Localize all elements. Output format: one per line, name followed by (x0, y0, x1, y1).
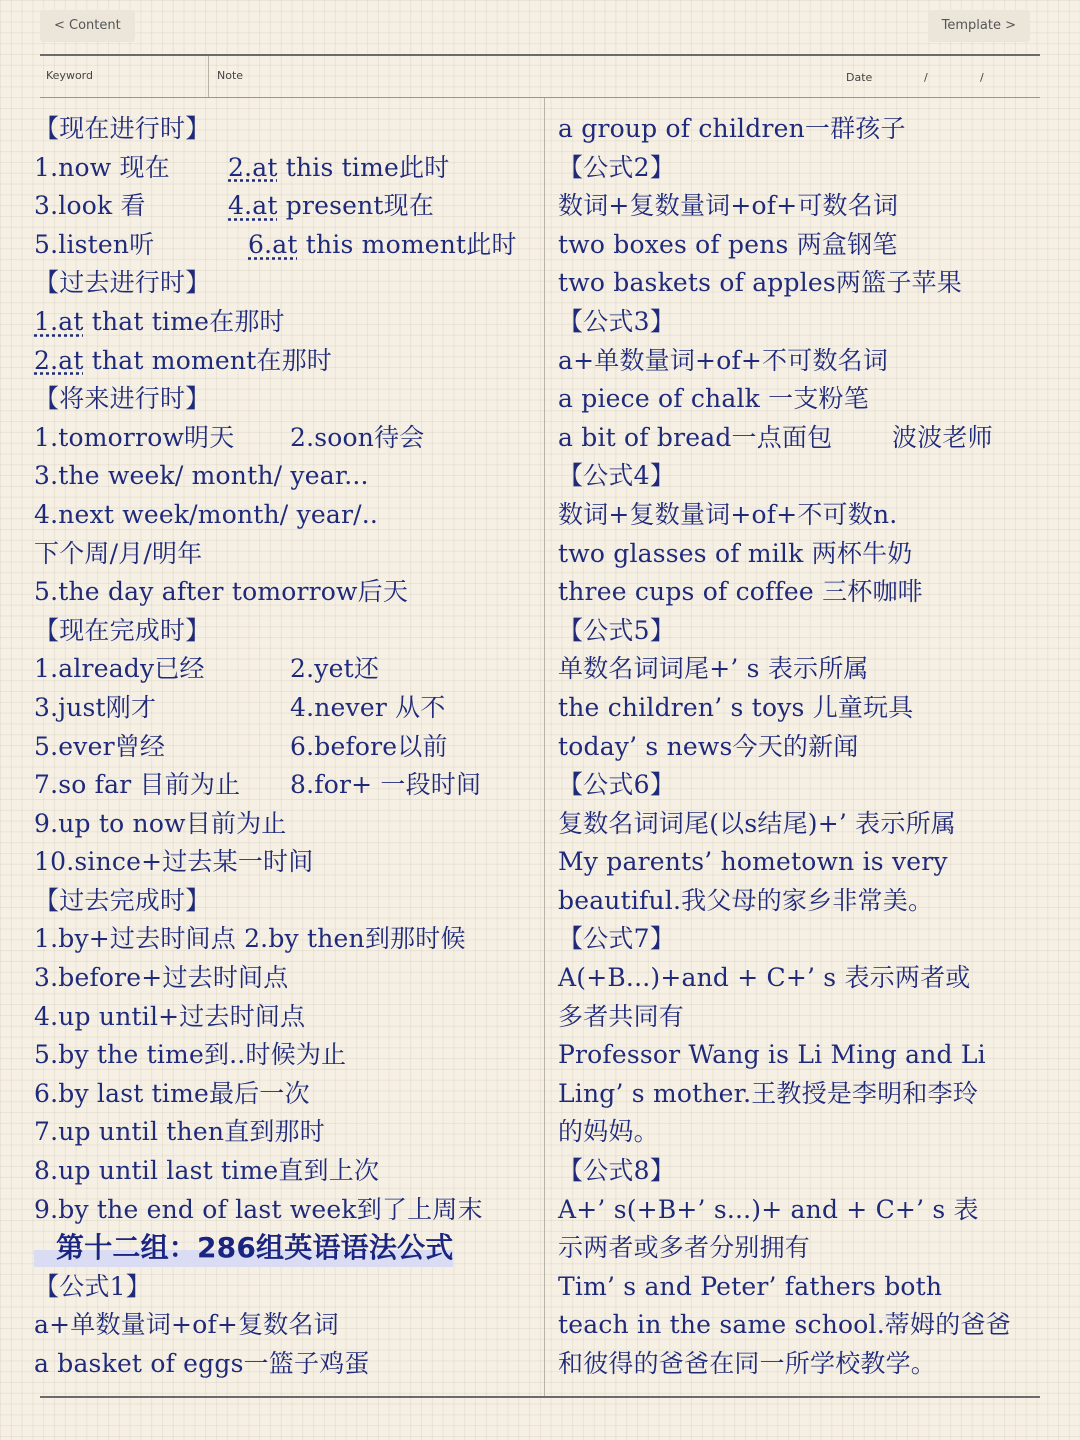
template-button[interactable]: Template > (928, 10, 1030, 42)
note-line: 单数名词词尾+’ s 表示所属 (558, 654, 869, 684)
note-line: 3.just刚才 4.never 从不 (34, 692, 446, 722)
section-heading: 【公式5】 (558, 615, 675, 645)
keyword-column-divider (208, 56, 209, 98)
note-line: two boxes of pens 两盒钢笔 (558, 229, 898, 259)
section-heading: 【公式2】 (558, 152, 675, 182)
date-label: Date (846, 71, 873, 84)
note-line: teach in the same school.蒂姆的爸爸 (558, 1310, 1011, 1340)
note-line: 数词+复数量词+of+不可数n. (558, 499, 898, 529)
note-line: two baskets of apples两篮子苹果 (558, 268, 962, 298)
note-line: 8.up until last time直到上次 (34, 1156, 380, 1186)
section-heading: 【公式8】 (558, 1156, 675, 1186)
note-line: a basket of eggs一篮子鸡蛋 (34, 1349, 370, 1378)
back-to-content-button[interactable]: < Content (40, 10, 135, 42)
section-heading: 【现在进行时】 (34, 114, 211, 143)
note-line: 1.at that time在那时 (34, 306, 285, 336)
section-heading: 【过去进行时】 (34, 268, 211, 298)
section-heading: 【公式3】 (558, 306, 675, 336)
note-line: today’ s news今天的新闻 (558, 731, 859, 761)
note-line: 5.ever曾经 6.before以前 (34, 731, 448, 761)
note-line: 数词+复数量词+of+可数名词 (558, 191, 899, 221)
note-line: Ling’ s mother.王教授是李明和李玲 (558, 1078, 979, 1108)
note-line: 7.up until then直到那时 (34, 1117, 325, 1147)
note-line: 1.now 现在 2.at this time此时 (34, 152, 450, 182)
note-line: 的妈妈。 (558, 1117, 659, 1147)
note-line: 4.next week/month/ year/.. (34, 499, 379, 529)
note-line: 和彼得的爸爸在同一所学校教学。 (558, 1349, 937, 1378)
note-line: beautiful.我父母的家乡非常美。 (558, 885, 934, 915)
note-line: 4.up until+过去时间点 (34, 1001, 306, 1031)
left-notes-column (34, 110, 539, 1384)
header-top-rule (40, 54, 1040, 56)
note-line: 下个周/月/明年 (34, 538, 203, 568)
section-heading: 【公式1】 (34, 1271, 151, 1301)
note-line: 5.listen听 6.at this moment此时 (34, 229, 517, 259)
note-line: 5.the day after tomorrow后天 (34, 577, 409, 607)
note-line: 示两者或多者分别拥有 (558, 1233, 811, 1263)
note-line: My parents’ hometown is very (558, 847, 948, 877)
note-line: 1.tomorrow明天 2.soon待会 (34, 422, 425, 452)
note-line: A(+B...)+and + C+’ s 表示两者或 (558, 963, 971, 993)
section-heading: 【公式7】 (558, 924, 675, 954)
note-line: 5.by the time到..时候为止 (34, 1040, 347, 1070)
section-heading: 【公式4】 (558, 461, 675, 491)
section-heading: 【过去完成时】 (34, 885, 211, 915)
group-title: 第十二组：286组英语语法公式 (34, 1229, 453, 1267)
note-line: 2.at that moment在那时 (34, 345, 333, 375)
note-line: a+单数量词+of+复数名词 (34, 1310, 339, 1340)
note-line: two glasses of milk 两杯牛奶 (558, 538, 913, 568)
group-title-line (34, 1229, 539, 1268)
note-label: Note (217, 69, 244, 82)
note-line: A+’ s(+B+’ s...)+ and + C+’ s 表 (558, 1194, 979, 1224)
section-heading: 【公式6】 (558, 770, 675, 800)
note-line: 9.by the end of last week到了上周末 (34, 1194, 483, 1224)
note-line: a group of children一群孩子 (558, 114, 906, 143)
note-line: 6.by last time最后一次 (34, 1078, 310, 1108)
note-line: three cups of coffee 三杯咖啡 (558, 577, 923, 607)
note-line: Professor Wang is Li Ming and Li (558, 1040, 986, 1070)
note-line: 1.by+过去时间点 2.by then到那时候 (34, 924, 466, 954)
note-line: 3.the week/ month/ year... (34, 461, 369, 491)
note-line: the children’ s toys 儿童玩具 (558, 692, 914, 722)
note-line: Tim’ s and Peter’ fathers both (558, 1271, 943, 1301)
note-line: 1.already已经 2.yet还 (34, 654, 380, 684)
date-separator: / (924, 71, 928, 84)
center-column-divider (544, 98, 545, 1396)
date-separator: / (980, 71, 984, 84)
note-line: a+单数量词+of+不可数名词 (558, 345, 889, 375)
footer-rule (40, 1396, 1040, 1398)
note-line: a piece of chalk 一支粉笔 (558, 384, 869, 414)
note-line: 3.before+过去时间点 (34, 963, 289, 993)
note-line: 7.so far 目前为止 8.for+ 一段时间 (34, 770, 482, 800)
note-line: 多者共同有 (558, 1001, 685, 1031)
keyword-label: Keyword (46, 69, 93, 82)
note-line: 10.since+过去某一时间 (34, 847, 314, 877)
section-heading: 【将来进行时】 (34, 384, 211, 414)
header-bottom-rule (40, 97, 1040, 98)
note-line: 9.up to now目前为止 (34, 808, 287, 838)
author-signature: 波波老师 (892, 422, 993, 452)
top-bar (0, 0, 1080, 56)
note-line: a bit of bread一点面包 波波老师 (558, 422, 993, 452)
note-line: 3.look 看 4.at present现在 (34, 191, 435, 221)
right-notes-column (558, 110, 1058, 1384)
note-line: 复数名词词尾(以s结尾)+’ 表示所属 (558, 808, 956, 838)
section-heading: 【现在完成时】 (34, 615, 211, 645)
